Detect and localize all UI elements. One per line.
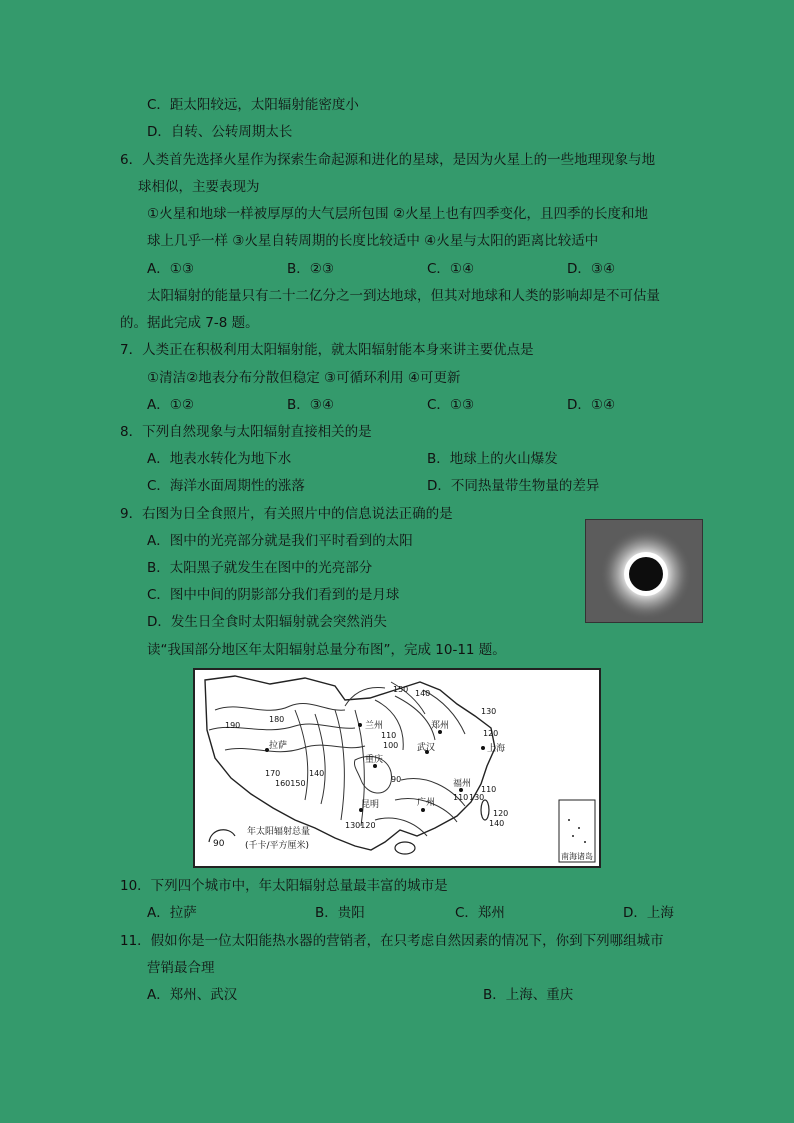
- city-label: 郑州: [431, 721, 450, 731]
- q7-option-b: B．③④: [287, 397, 334, 413]
- q6-statements-line-2: 球上几乎一样 ③火星自转周期的长度比较适中 ④火星与太阳的距离比较适中: [147, 233, 599, 249]
- q7-stem: 7．人类正在积极利用太阳辐射能，就太阳辐射能本身来讲主要优点是: [120, 342, 534, 358]
- q8-stem: 8．下列自然现象与太阳辐射直接相关的是: [120, 424, 372, 440]
- moon-disk: [629, 557, 663, 591]
- q8-option-a: A．地表水转化为地下水: [147, 451, 292, 467]
- legend-value: 90: [213, 839, 225, 849]
- svg-text:160150: 160150: [275, 779, 306, 788]
- svg-text:100: 100: [383, 741, 399, 750]
- svg-text:190: 190: [225, 721, 241, 730]
- q7-option-a: A．①②: [147, 397, 194, 413]
- svg-text:120: 120: [493, 809, 509, 818]
- svg-text:170: 170: [265, 769, 281, 778]
- city-label: 广州: [417, 798, 436, 808]
- svg-text:90: 90: [391, 775, 402, 784]
- q9-option-d: D．发生日全食时太阳辐射就会突然消失: [147, 614, 387, 630]
- svg-text:110: 110: [481, 785, 497, 794]
- svg-text:120: 120: [483, 729, 499, 738]
- q10-option-b: B．贵阳: [315, 905, 365, 921]
- q11-option-a: A．郑州、武汉: [147, 987, 238, 1003]
- q8-option-c: C．海洋水面周期性的涨落: [147, 478, 305, 494]
- hainan-outline: [395, 842, 415, 854]
- q6-stem-line-1: 6．人类首先选择火星作为探索生命起源和进化的星球，是因为火星上的一些地理现象与地: [120, 152, 656, 168]
- q11-stem-line-1: 11．假如你是一位太阳能热水器的营销者，在只考虑自然因素的情况下，你到下列哪组城市: [120, 933, 664, 949]
- q7-statements: ①清洁②地表分布分散但稳定 ③可循环利用 ④可更新: [147, 370, 461, 386]
- taiwan-outline: [481, 800, 489, 820]
- solar-radiation-map: [193, 668, 601, 868]
- q10-option-c: C．郑州: [455, 905, 505, 921]
- intro-10-11: 读“我国部分地区年太阳辐射总量分布图”，完成 10-11 题。: [147, 642, 506, 658]
- q10-option-d: D．上海: [623, 905, 674, 921]
- city-label: 昆明: [361, 800, 380, 810]
- q10-option-a: A．拉萨: [147, 905, 197, 921]
- q5-option-c: C．距太阳较远，太阳辐射能密度小: [147, 97, 359, 113]
- city-label: 兰州: [365, 721, 384, 731]
- q11-option-b: B．上海、重庆: [483, 987, 574, 1003]
- q9-option-b: B．太阳黑子就发生在图中的光亮部分: [147, 560, 373, 576]
- solar-eclipse-photo: [585, 519, 703, 623]
- south-china-sea-inset: [559, 800, 595, 862]
- isolines: [209, 682, 465, 836]
- city-label: 拉萨: [269, 741, 288, 751]
- q6-option-c: C．①④: [427, 261, 475, 277]
- svg-text:130120: 130120: [345, 821, 376, 830]
- city-label: 武汉: [417, 743, 436, 753]
- q8-option-b: B．地球上的火山爆发: [427, 451, 558, 467]
- intro-7-8-line-1: 太阳辐射的能量只有二十二亿分之一到达地球，但其对地球和人类的影响却是不可估量: [147, 288, 660, 304]
- q11-stem-line-2: 营销最合理: [147, 960, 215, 976]
- q5-option-d: D．自转、公转周期太长: [147, 124, 293, 140]
- svg-text:140: 140: [309, 769, 325, 778]
- svg-text:130: 130: [469, 793, 485, 802]
- intro-7-8-line-2: 的。据此完成 7-8 题。: [120, 315, 259, 331]
- q6-option-b: B．②③: [287, 261, 334, 277]
- svg-text:110: 110: [381, 731, 397, 740]
- svg-text:140: 140: [415, 689, 431, 698]
- svg-text:150: 150: [393, 685, 409, 694]
- city-label: 上海: [487, 744, 506, 754]
- legend-unit: (千卡/平方厘米): [245, 841, 310, 851]
- city-label: 重庆: [365, 755, 384, 765]
- q7-option-c: C．①③: [427, 397, 475, 413]
- legend-title: 年太阳辐射总量: [247, 827, 311, 837]
- q9-option-a: A．图中的光亮部分就是我们平时看到的太阳: [147, 533, 413, 549]
- city-label: 福州: [453, 779, 472, 789]
- q6-stem-line-2: 球相似，主要表现为: [138, 179, 260, 195]
- q7-option-d: D．①④: [567, 397, 616, 413]
- q6-option-a: A．①③: [147, 261, 194, 277]
- svg-text:180: 180: [269, 715, 285, 724]
- q6-statements-line-1: ①火星和地球一样被厚厚的大气层所包围 ②火星上也有四季变化，且四季的长度和地: [147, 206, 648, 222]
- q10-stem: 10．下列四个城市中，年太阳辐射总量最丰富的城市是: [120, 878, 448, 894]
- q6-option-d: D．③④: [567, 261, 616, 277]
- q9-stem: 9．右图为日全食照片，有关照片中的信息说法正确的是: [120, 506, 453, 522]
- inset-label: 南海诸岛: [561, 852, 593, 861]
- q9-option-c: C．图中中间的阴影部分我们看到的是月球: [147, 587, 400, 603]
- eclipse-image: [586, 520, 703, 623]
- svg-text:140: 140: [489, 819, 505, 828]
- q8-option-d: D．不同热量带生物量的差异: [427, 478, 600, 494]
- svg-text:130: 130: [481, 707, 497, 716]
- svg-text:110: 110: [453, 793, 469, 802]
- map-legend: [209, 825, 310, 851]
